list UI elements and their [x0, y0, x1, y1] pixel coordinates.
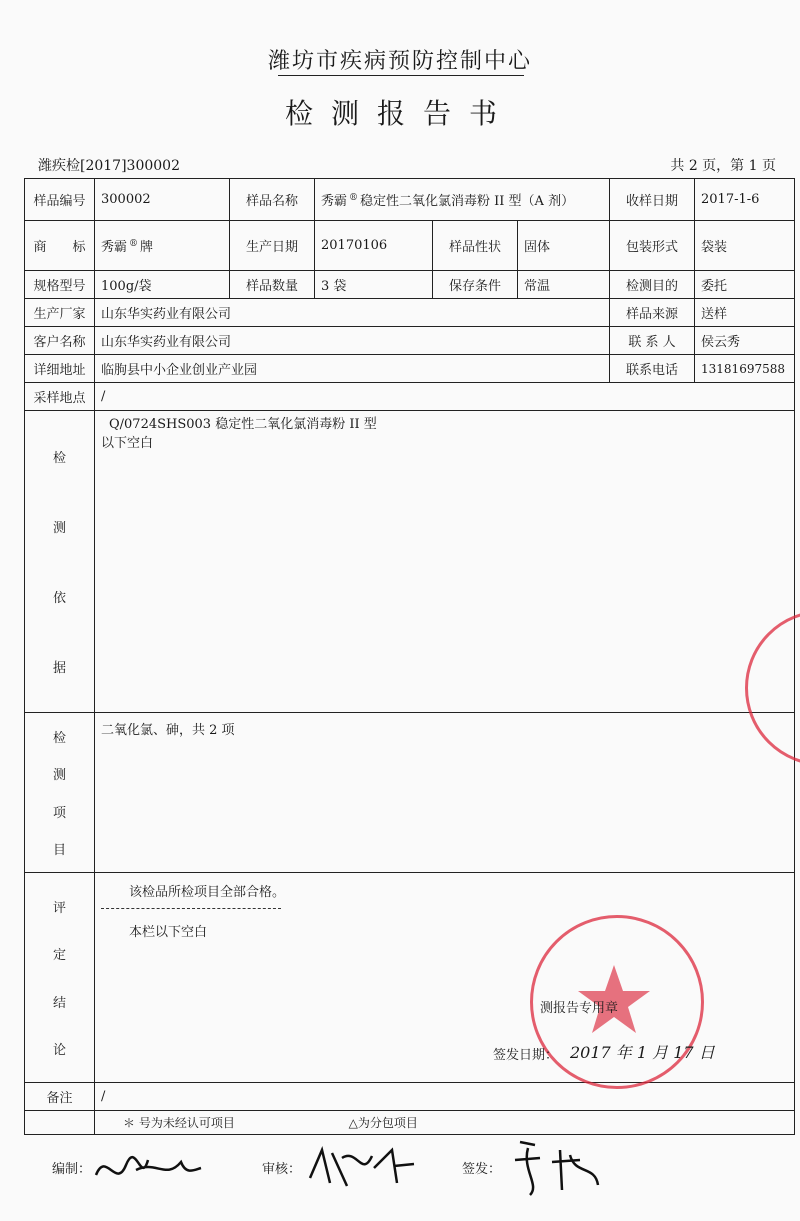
items-label-char: 检: [52, 730, 66, 746]
issuer-signature: [500, 1130, 610, 1200]
basis-blank-note: 以下空白: [101, 436, 154, 451]
items-content: [95, 713, 795, 873]
basis-standard: Q/0724SHS003 稳定性二氧化氯消毒粉 II 型: [109, 417, 377, 432]
quantity: 3 袋: [315, 271, 433, 299]
sample-state-label: 样品性状: [433, 221, 518, 271]
address: 临朐县中小企业创业产业园: [95, 355, 610, 383]
client: 山东华实药业有限公司: [95, 327, 610, 355]
site-label: 采样地点: [25, 383, 95, 411]
notes-spacer: [25, 1111, 95, 1135]
manufacturer-label: 生产厂家: [25, 299, 95, 327]
conclusion-text: 该检品所检项目全部合格。: [129, 885, 286, 900]
conclusion-label: [25, 873, 95, 1083]
sign-date-label: 签发日期：: [493, 1048, 559, 1063]
receive-date-label: 收样日期: [610, 179, 695, 221]
conclusion-label-char: 结: [52, 995, 66, 1011]
sample-no-label: 样品编号: [25, 179, 95, 221]
spec-label: 规格型号: [25, 271, 95, 299]
editor-signature: [86, 1140, 206, 1200]
report-title: 检测报告书: [284, 97, 515, 130]
items-label-char: 项: [52, 805, 66, 821]
package-label: 包装形式: [610, 221, 695, 271]
note-unaccredited: ＊ 号为未经认可项目: [123, 1116, 235, 1130]
conclusion-label-char: 评: [52, 900, 66, 916]
basis-label-char: 依: [52, 591, 66, 606]
purpose-label: 检测目的: [610, 271, 695, 299]
basis-label-char: 检: [52, 451, 66, 466]
organization-name: 潍坊市疾病预防控制中心: [267, 49, 532, 74]
conclusion-blank: 本栏以下空白: [129, 925, 208, 940]
purpose: 委托: [695, 271, 795, 299]
address-label: 详细地址: [25, 355, 95, 383]
conclusion-label-char: 定: [52, 948, 66, 964]
remarks-value: /: [95, 1083, 795, 1111]
sample-name-rest: 稳定性二氧化氯消毒粉 II 型（A 剂）: [360, 194, 575, 209]
page-info: 共 2 页，第 1 页: [670, 158, 776, 174]
trademark-registered-mark: ®: [129, 238, 139, 249]
sample-name: [315, 179, 610, 221]
site: /: [95, 383, 795, 411]
trademark-label: 商 标: [25, 221, 95, 271]
report-number: 潍疾检[2017]300002: [38, 158, 180, 174]
stamp-note: 测报告专用章: [540, 1001, 619, 1016]
notes: [95, 1111, 795, 1135]
items-label-char: 目: [52, 843, 66, 859]
basis-label-char: 据: [52, 661, 66, 676]
note-subcontract: △为分包项目: [348, 1116, 418, 1130]
items-label: [25, 713, 95, 873]
quantity-label: 样品数量: [230, 271, 315, 299]
sign-date: 2017 年 1 月 17 日: [570, 1043, 715, 1062]
sample-name-label: 样品名称: [230, 179, 315, 221]
phone-label: 联系电话: [610, 355, 695, 383]
remarks-label: 备注: [25, 1083, 95, 1111]
basis-label: [25, 411, 95, 713]
production-date: 20170106: [315, 221, 433, 271]
source-label: 样品来源: [610, 299, 695, 327]
issuer-label: 签发：: [462, 1162, 502, 1177]
contact: 侯云秀: [695, 327, 795, 355]
source: 送样: [695, 299, 795, 327]
contact-label: 联 系 人: [610, 327, 695, 355]
storage: 常温: [518, 271, 610, 299]
organization-underline: [278, 75, 524, 76]
sample-state: 固体: [518, 221, 610, 271]
reviewer-label: 审核：: [262, 1162, 302, 1177]
sample-no: 300002: [95, 179, 230, 221]
storage-label: 保存条件: [433, 271, 518, 299]
production-date-label: 生产日期: [230, 221, 315, 271]
conclusion-divider: [101, 908, 281, 909]
phone: 13181697588: [695, 355, 795, 383]
receive-date: 2017-1-6: [695, 179, 795, 221]
manufacturer: 山东华实药业有限公司: [95, 299, 610, 327]
spec: 100g/袋: [95, 271, 230, 299]
items-label-char: 测: [52, 768, 66, 784]
trademark-brand: 秀霸: [101, 240, 128, 255]
reviewer-signature: [302, 1138, 422, 1198]
editor-label: 编制：: [52, 1162, 92, 1177]
registered-mark: ®: [349, 192, 359, 203]
conclusion-label-char: 论: [52, 1043, 66, 1059]
items-text: 二氧化氯、砷，共 2 项: [101, 723, 235, 738]
package: 袋装: [695, 221, 795, 271]
basis-label-char: 测: [52, 521, 66, 536]
trademark-suffix: 牌: [140, 240, 154, 255]
basis-content: [95, 411, 795, 713]
sample-name-brand: 秀霸: [321, 194, 348, 209]
trademark: [95, 221, 230, 271]
client-label: 客户名称: [25, 327, 95, 355]
